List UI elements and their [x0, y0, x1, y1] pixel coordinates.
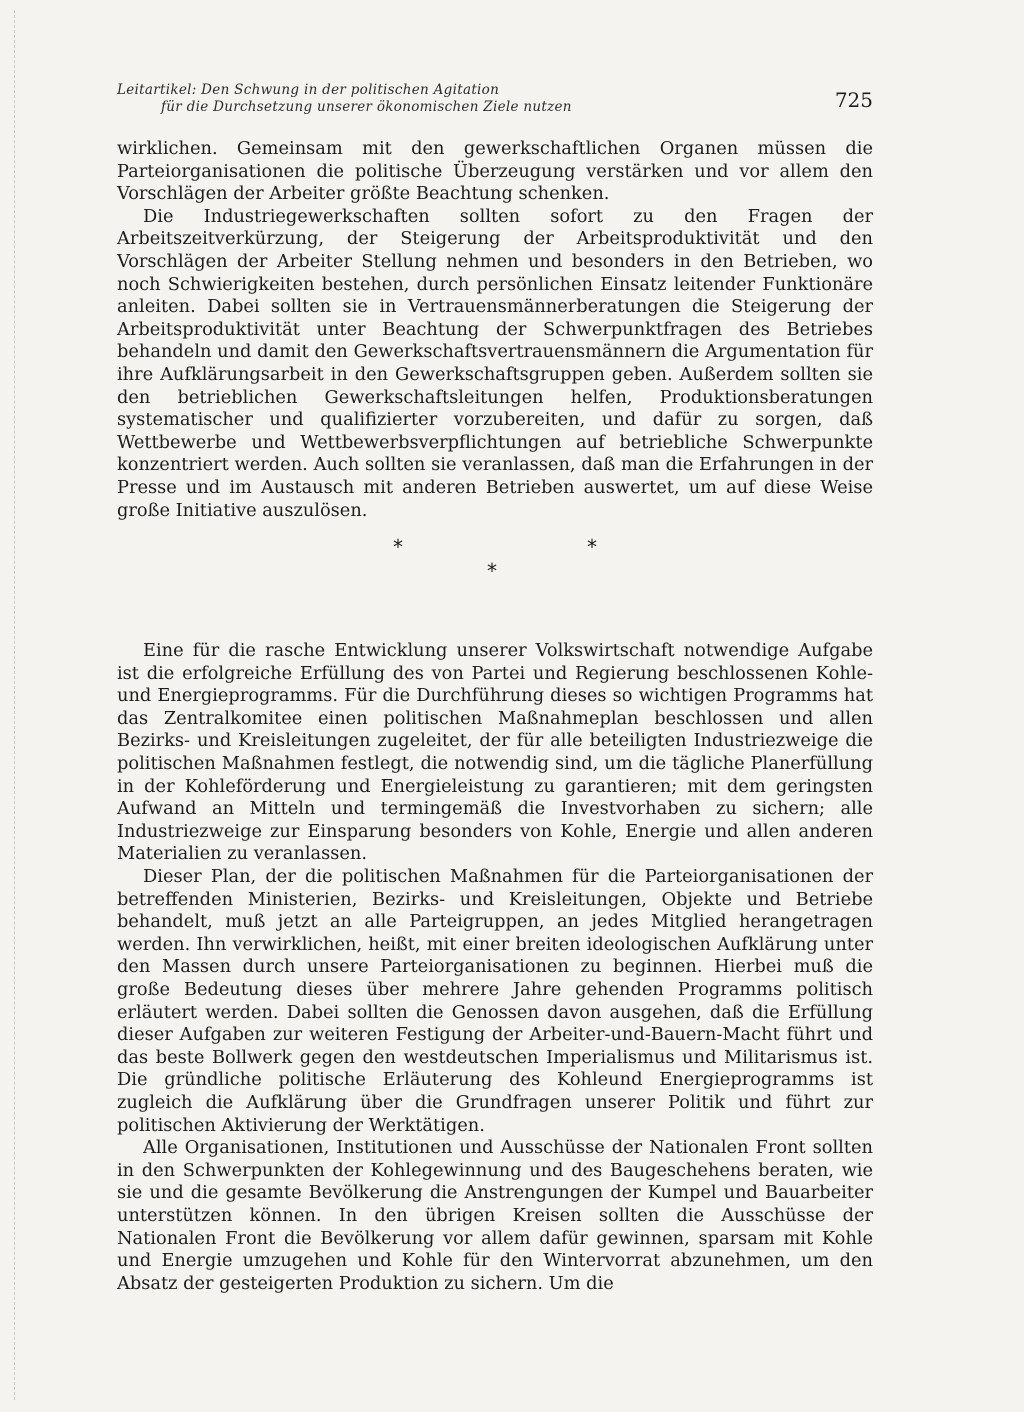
- section-break-star: *: [393, 535, 403, 560]
- paragraph: Eine für die rasche Entwicklung unserer Volkswirtschaft notwendige Aufgabe ist die erfolgreiche Erfüllung des von Partei und Regierung beschlossenen Kohle- und Energieprogramms. Für die Durchführung dieses so wichtigen Programms hat das Zentralkomitee einen politischen Maßnahmeplan beschlossen und allen Bezirks- und Kreisleitungen zugeleitet, der für alle beteiligten Industriezweige die politischen Maßnahmen festlegt, die notwendig sind, um die tägliche Planerfüllung in der Kohleförderung und Energieleistung zu garantieren; mit dem geringsten Aufwand an Mitteln und termingemäß die Investvorhaben zu sichern; alle Industriezweige zur Einsparung besonders von Kohle, Energie und allen anderen Materialien zu veranlassen.: [117, 640, 873, 865]
- page-number: 725: [834, 88, 873, 112]
- article-body: [117, 138, 873, 1295]
- section-break: [117, 536, 873, 614]
- running-header: [117, 82, 873, 122]
- paragraph: Alle Organisationen, Institutionen und Ausschüsse der Nationalen Front sollten in den Schwerpunkten der Kohlegewinnung und des Baugeschehens beraten, wie sie und die gesamte Bevölkerung die Anstrengungen der Kumpel und Bauarbeiter unterstützen können. In den übrigen Kreisen sollten die Ausschüsse der Nationalen Front die Bevölkerung vor allem dafür gewinnen, sparsam mit Kohle und Energie umzugehen und Kohle für den Wintervorrat abzunehmen, um den Absatz der gesteigerten Produktion zu sichern. Um die: [117, 1137, 873, 1294]
- scan-edge-mark: [14, 10, 21, 1400]
- running-title-line-1: Leitartikel: Den Schwung in der politischen Agitation: [117, 82, 500, 98]
- paragraph-continued: wirklichen. Gemeinsam mit den gewerkschaftlichen Organen müssen die Parteiorganisationen die politische Überzeugung verstärken und vor allem den Vorschlägen der Arbeiter größte Beachtung schenken.: [117, 138, 873, 205]
- section-break-star: *: [487, 559, 497, 584]
- running-title: [117, 82, 572, 116]
- paragraph: Die Industriegewerkschaften sollten sofort zu den Fragen der Arbeitszeitverkürzung, der Steigerung der Arbeitsproduktivität und den Vorschlägen der Arbeiter Stellung nehmen und besonders in den Betrieben, wo noch Schwierigkeiten bestehen, durch persönlichen Einsatz leitender Funktionäre anleiten. Dabei sollten sie in Vertrauensmännerberatungen die Steigerung der Arbeitsproduktivität unter Beachtung der Schwerpunktfragen des Betriebes behandeln und damit den Gewerkschaftsvertrauensmännern die Argumentation für ihre Aufklärungsarbeit in den Gewerkschaftsgruppen geben. Außerdem sollten sie den betrieblichen Gewerkschaftsleitungen helfen, Produktionsberatungen systematischer und qualifizierter vorzubereiten, und dafür zu sorgen, daß Wettbewerbe und Wettbewerbsverpflichtungen auf betriebliche Schwerpunkte konzentriert werden. Auch sollten sie veranlassen, daß man die Erfahrungen in der Presse und im Austausch mit anderen Betrieben auswertet, um auf diese Weise große Initiative auszulösen.: [117, 205, 873, 521]
- running-title-line-2: für die Durchsetzung unserer ökonomischen Ziele nutzen: [161, 99, 572, 115]
- section-break-star: *: [587, 535, 597, 560]
- paragraph: Dieser Plan, der die politischen Maßnahmen für die Parteiorganisationen der betreffenden Ministerien, Bezirks- und Kreisleitungen, Objekte und Betriebe behandelt, muß jetzt an alle Parteigruppen, an jedes Mitglied herangetragen werden. Ihn verwirklichen, heißt, mit einer breiten ideologischen Aufklärung unter den Massen durch unsere Parteiorganisationen zu beginnen. Hierbei muß die große Bedeutung dieses über mehrere Jahre gehenden Programms politisch erläutert werden. Dabei sollten die Genossen davon ausgehen, daß die Erfüllung dieser Aufgaben zur weiteren Festigung der Arbeiter-und-Bauern-Macht führt und das beste Bollwerk gegen den westdeutschen Imperialismus und Militarismus ist. Die gründliche politische Erläuterung des Kohleund Energieprogramms ist zugleich die Aufklärung über die Grundfragen unserer Politik und führt zur politischen Aktivierung der Werktätigen.: [117, 866, 873, 1136]
